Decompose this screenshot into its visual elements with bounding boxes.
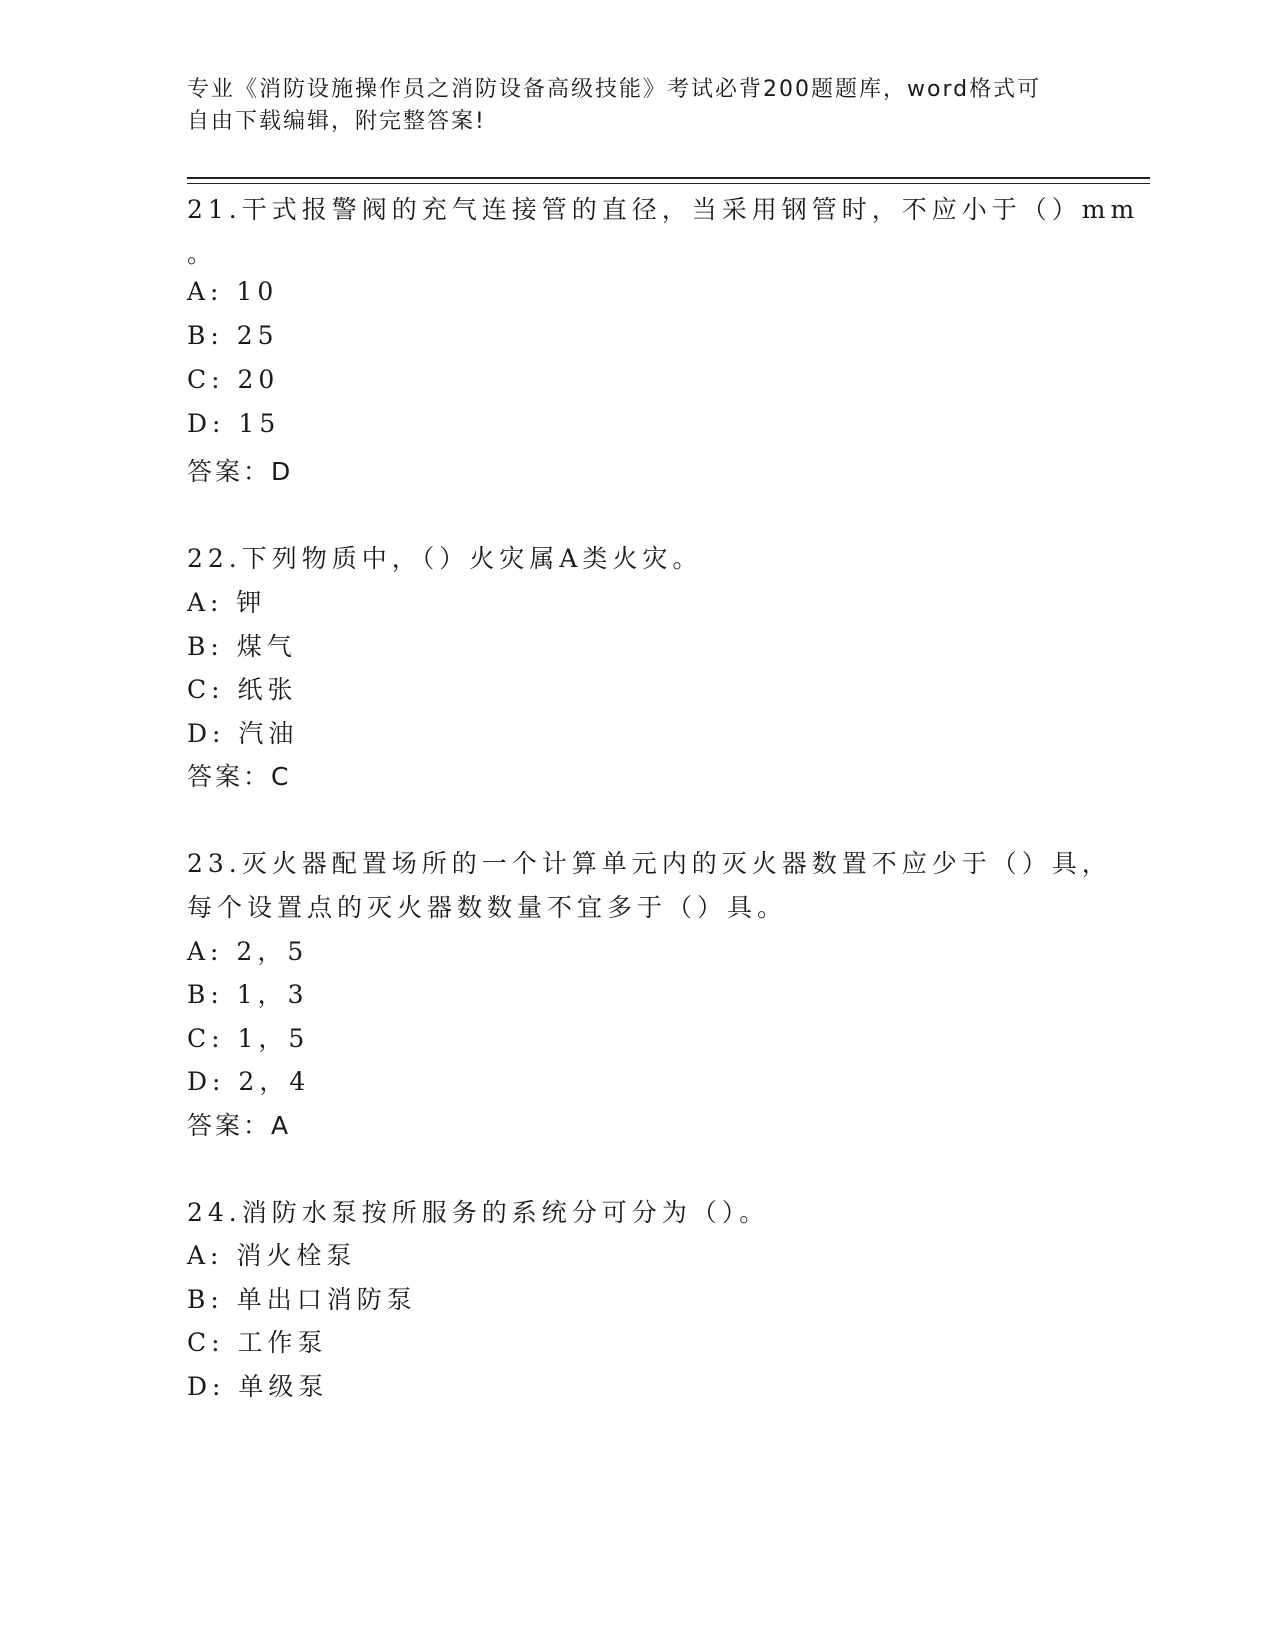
question-24-option-a: A: 消火栓泵 [187, 1241, 357, 1270]
question-24-option-b: B: 单出口消防泵 [187, 1285, 417, 1314]
header-divider-thin [187, 183, 1150, 184]
header-line-2: 自由下载编辑，附完整答案! [187, 109, 486, 134]
question-24-text: 24.消防水泵按所服务的系统分可分为（）。 [187, 1198, 770, 1227]
question-21-text-cont: 。 [187, 239, 218, 268]
header-divider-thick [187, 177, 1150, 179]
question-21-option-c: C: 20 [187, 365, 280, 394]
question-23-option-b: B: 1，3 [187, 980, 309, 1009]
question-22-answer: 答案：C [187, 762, 292, 791]
question-21-option-a: A: 10 [187, 277, 279, 306]
header-line-1: 专业《消防设施操作员之消防设备高级技能》考试必背200题题库，word格式可 [187, 77, 1042, 102]
question-22-option-b: B: 煤气 [187, 632, 297, 661]
question-23-answer: 答案：A [187, 1111, 292, 1140]
question-23-text: 23.灭火器配置场所的一个计算单元内的灭火器数置不应少于（）具， [187, 849, 1112, 878]
question-21-answer: 答案：D [187, 457, 294, 486]
question-21-option-b: B: 25 [187, 321, 279, 350]
question-21-text: 21.干式报警阀的充气连接管的直径，当采用钢管时，不应小于（）mm [187, 195, 1140, 224]
question-23-option-d: D: 2，4 [187, 1067, 311, 1096]
question-22-option-d: D: 汽油 [187, 719, 299, 748]
question-22-option-a: A: 钾 [187, 588, 267, 617]
question-21-option-d: D: 15 [187, 409, 281, 438]
question-24-option-c: C: 工作泵 [187, 1328, 328, 1357]
question-24-option-d: D: 单级泵 [187, 1372, 329, 1401]
document-header [187, 74, 1087, 138]
question-22-text: 22.下列物质中，（）火灾属A类火灾。 [187, 544, 703, 573]
question-23-option-a: A: 2，5 [187, 937, 309, 966]
question-23-text-cont: 每个设置点的灭火器数数量不宜多于（）具。 [187, 893, 788, 922]
question-22-option-c: C: 纸张 [187, 675, 298, 704]
question-23-option-c: C: 1，5 [187, 1024, 310, 1053]
